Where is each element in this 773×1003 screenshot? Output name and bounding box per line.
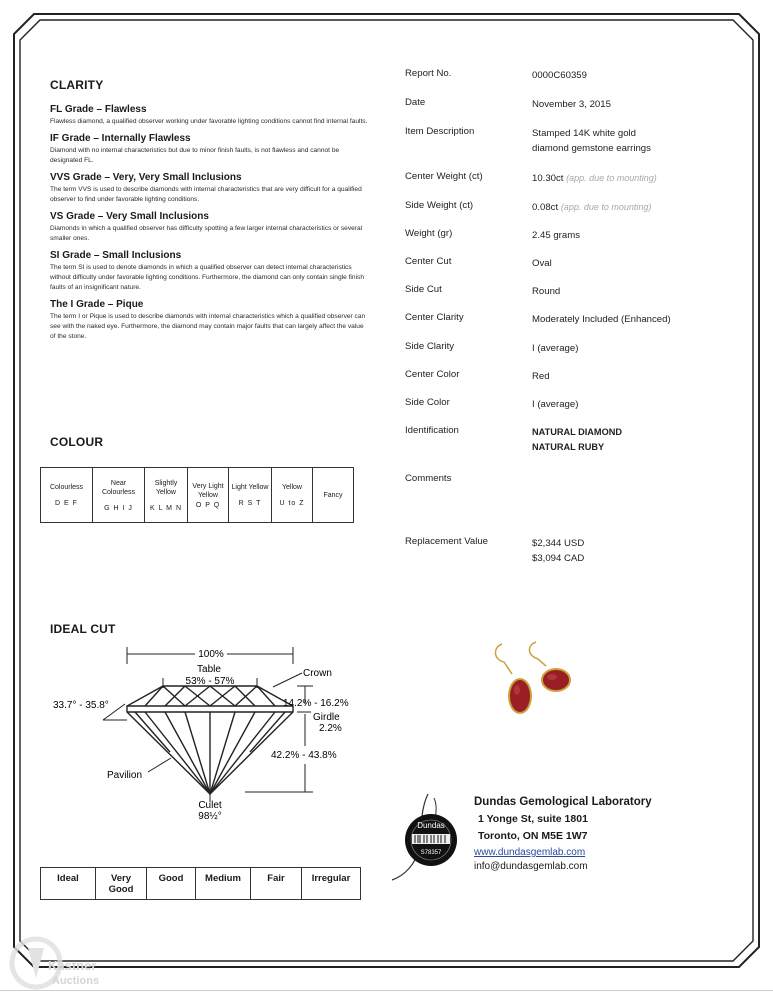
row-label: Side Clarity xyxy=(405,341,455,352)
cut-grade-table xyxy=(40,867,361,900)
colour-grades: R S T xyxy=(238,500,262,507)
row-label: Center Color xyxy=(405,369,460,380)
width-label: 100% xyxy=(198,649,224,660)
ideal-cut-title: IDEAL CUT xyxy=(50,622,116,636)
pavilion-depth-label: 42.2% - 43.8% xyxy=(271,750,337,761)
colour-name: Light Yellow xyxy=(231,484,269,491)
row-value: Oval xyxy=(532,258,552,269)
colour-grades: G H I J xyxy=(104,504,133,512)
bottom-divider xyxy=(0,990,773,991)
colour-name: Yellow xyxy=(282,484,302,491)
lab-name: Dundas Gemological Laboratory xyxy=(474,796,652,808)
colour-grades: U to Z xyxy=(279,500,305,507)
grade-fl-title: FL Grade – Flawless xyxy=(50,104,147,115)
row-value-line2: diamond gemstone earrings xyxy=(532,143,651,154)
colour-name: Colourless xyxy=(49,484,84,491)
cut-grade-cell: Very Good xyxy=(96,868,147,900)
row-label: Date xyxy=(405,97,426,108)
colour-cell-fancy xyxy=(313,468,354,523)
row-label: Center Cut xyxy=(405,256,452,267)
grade-vs-desc: Diamonds in which a qualified observer has difficulty spotting a few larger internal characteristics or several smaller ones. xyxy=(50,225,363,242)
value-usd: $2,344 USD xyxy=(532,538,585,549)
grade-i-desc: The term I or Pique is used to describe diamonds with internal characteristics which a qualified observer can see with the naked eye. Furthermore, the diamond may contain major faults that can largely affect the value of the stone. xyxy=(50,313,366,340)
row-label: Weight (gr) xyxy=(405,228,453,239)
colour-title: COLOUR xyxy=(50,435,104,449)
grade-vs-title: VS Grade – Very Small Inclusions xyxy=(50,211,209,222)
grade-if-desc: Diamond with no internal characteristics but due to minor finish faults, is not flawless and cannot be designated FL. xyxy=(50,147,340,164)
culet-value-label: 98½° xyxy=(198,811,222,822)
row-value-line1: Stamped 14K white gold xyxy=(532,128,636,139)
table-range-label: 53% - 57% xyxy=(185,676,235,687)
girdle-label: Girdle xyxy=(313,712,340,723)
lab-email-link[interactable]: info@dundasgemlab.com xyxy=(474,861,588,872)
weight-note: (app. due to mounting) xyxy=(566,173,657,183)
row-label: Replacement Value xyxy=(405,536,489,547)
watermark-line2: Auctions xyxy=(52,975,100,987)
cut-grade-cell: Fair xyxy=(251,868,302,900)
row-label: Identification xyxy=(405,425,459,436)
row-value xyxy=(532,126,732,156)
lab-website-link[interactable]: www.dundasgemlab.com xyxy=(474,847,586,858)
weight-value: 0.08ct xyxy=(532,202,559,213)
grade-si-title: SI Grade – Small Inclusions xyxy=(50,250,182,261)
colour-cell-slightly-yellow xyxy=(145,468,188,523)
cut-grade-cell: Ideal xyxy=(41,868,96,900)
row-label: Center Weight (ct) xyxy=(405,171,483,182)
cut-grade-cell: Irregular xyxy=(302,868,361,900)
row-label: Side Color xyxy=(405,397,450,408)
colour-grades: O P Q xyxy=(195,501,221,509)
seal-text: Dundas xyxy=(417,821,445,830)
colour-scale-table xyxy=(40,467,354,523)
colour-grades: K L M N xyxy=(149,504,183,512)
row-label: Side Weight (ct) xyxy=(405,200,474,211)
cut-grade-cell: Good xyxy=(147,868,196,900)
identification-line2: NATURAL RUBY xyxy=(532,442,605,452)
row-label: Report No. xyxy=(405,68,452,79)
grade-si-desc: The term SI is used to denote diamonds in which a qualified observer can detect internal characteristics without difficulty under favorable lighting conditions. Furthermore, the diamond can only contain single finish faults of an insignificant nature. xyxy=(50,264,364,291)
row-value: 2.45 grams xyxy=(532,230,580,241)
row-value: 0000C60359 xyxy=(532,70,587,81)
colour-name: Fancy xyxy=(323,491,343,499)
value-cad: $3,094 CAD xyxy=(532,553,585,564)
grade-fl-desc: Flawless diamond, a qualified observer working under favorable lighting conditions cannot find internal faults. xyxy=(50,118,368,125)
row-label: Center Clarity xyxy=(405,312,464,323)
row-value: November 3, 2015 xyxy=(532,99,611,110)
row-value xyxy=(532,536,732,566)
pavilion-label: Pavilion xyxy=(107,770,143,781)
lab-address-line1: 1 Yonge St, suite 1801 xyxy=(478,813,588,825)
row-label: Comments xyxy=(405,473,452,484)
row-value: I (average) xyxy=(532,343,579,354)
row-value xyxy=(532,425,732,455)
grade-vvs-title: VVS Grade – Very, Very Small Inclusions xyxy=(50,172,242,183)
clarity-section xyxy=(50,78,370,342)
seal-number: S78357 xyxy=(420,850,442,856)
lab-address-line2: Toronto, ON M5E 1W7 xyxy=(478,830,588,842)
clarity-title: CLARITY xyxy=(50,78,104,92)
grade-vvs-desc: The term VVS is used to describe diamonds with internal characteristics that are very difficult for a qualified observer to find under favorable lighting conditions. xyxy=(50,186,362,203)
row-label: Side Cut xyxy=(405,284,442,295)
diamond-cut-diagram xyxy=(45,642,365,832)
row-value: Moderately Included (Enhanced) xyxy=(532,314,671,325)
row-value xyxy=(532,171,732,186)
row-label: Item Description xyxy=(405,126,475,137)
lab-seal xyxy=(390,790,470,890)
identification-line1: NATURAL DIAMOND xyxy=(532,427,622,437)
colour-grades: D E F xyxy=(55,500,78,507)
lab-contact xyxy=(474,796,652,872)
row-value: Red xyxy=(532,371,550,382)
colour-cell-near-colourless xyxy=(93,468,145,523)
kastner-watermark xyxy=(8,928,138,1003)
colour-cell-colourless xyxy=(41,468,93,523)
culet-label: Culet xyxy=(198,800,222,811)
crown-angle-label: 33.7° - 35.8° xyxy=(53,700,109,711)
grade-i-title: The I Grade – Pique xyxy=(50,299,144,310)
colour-name: Near Colourless xyxy=(101,479,136,496)
watermark-line1: Kastner xyxy=(48,958,97,973)
row-value: Round xyxy=(532,286,561,297)
colour-cell-very-light-yellow xyxy=(188,468,229,523)
colour-name: Slightly Yellow xyxy=(154,479,178,496)
colour-name: Very Light Yellow xyxy=(192,482,224,499)
crown-height-label: 14.2% - 16.2% xyxy=(283,698,349,709)
earrings-photo xyxy=(488,640,583,730)
crown-label: Crown xyxy=(303,668,332,679)
grade-if-title: IF Grade – Internally Flawless xyxy=(50,133,191,144)
girdle-value-label: 2.2% xyxy=(319,723,342,734)
colour-cell-light-yellow xyxy=(229,468,272,523)
weight-note: (app. due to mounting) xyxy=(560,202,652,212)
cut-grade-cell: Medium xyxy=(196,868,251,900)
colour-cell-yellow xyxy=(272,468,313,523)
row-value: I (average) xyxy=(532,399,579,410)
weight-value: 10.30ct xyxy=(532,173,564,184)
table-label: Table xyxy=(197,664,221,675)
row-value xyxy=(532,200,732,215)
diamond-outline xyxy=(127,686,293,794)
